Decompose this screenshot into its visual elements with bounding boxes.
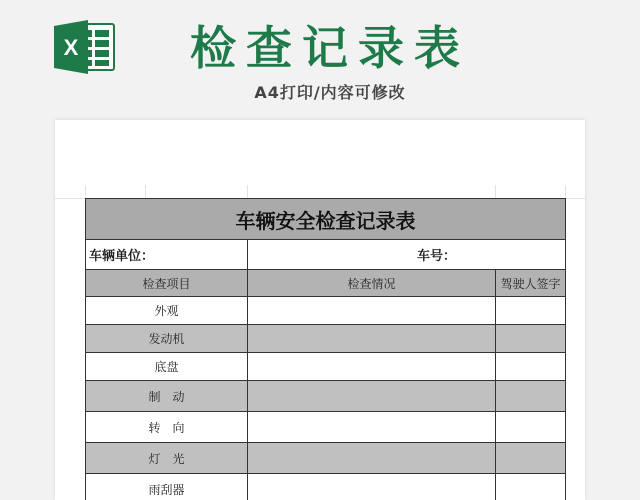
- inspection-form-table: [85, 198, 566, 500]
- signature-cell[interactable]: [496, 297, 566, 325]
- signature-cell[interactable]: [496, 474, 566, 500]
- item-name: 制 动: [86, 381, 248, 412]
- signature-cell[interactable]: [496, 412, 566, 443]
- plate-number-label[interactable]: 车号：: [248, 240, 566, 270]
- page-title: 检查记录表: [190, 21, 470, 75]
- status-cell[interactable]: [248, 353, 496, 381]
- status-cell[interactable]: [248, 412, 496, 443]
- status-cell[interactable]: [248, 474, 496, 500]
- column-header-signature: 驾驶人签字: [496, 270, 566, 297]
- column-header-status: 检查情况: [248, 270, 496, 297]
- item-name: 灯 光: [86, 443, 248, 474]
- item-name: 底盘: [86, 353, 248, 381]
- item-name: 转 向: [86, 412, 248, 443]
- signature-cell[interactable]: [496, 443, 566, 474]
- item-name: 雨刮器: [86, 474, 248, 500]
- item-name: 发动机: [86, 325, 248, 353]
- spreadsheet-page: [55, 120, 585, 500]
- status-cell[interactable]: [248, 297, 496, 325]
- signature-cell[interactable]: [496, 325, 566, 353]
- status-cell[interactable]: [248, 381, 496, 412]
- excel-logo-icon: [52, 18, 116, 76]
- status-cell[interactable]: [248, 443, 496, 474]
- form-title: 车辆安全检查记录表: [86, 199, 566, 240]
- item-name: 外观: [86, 297, 248, 325]
- page-subtitle: A4打印/内容可修改: [254, 83, 406, 102]
- status-cell[interactable]: [248, 325, 496, 353]
- column-header-item: 检查项目: [86, 270, 248, 297]
- excel-logo-letter: X: [63, 35, 79, 60]
- vehicle-unit-label[interactable]: 车辆单位：: [86, 240, 248, 270]
- signature-cell[interactable]: [496, 381, 566, 412]
- signature-cell[interactable]: [496, 353, 566, 381]
